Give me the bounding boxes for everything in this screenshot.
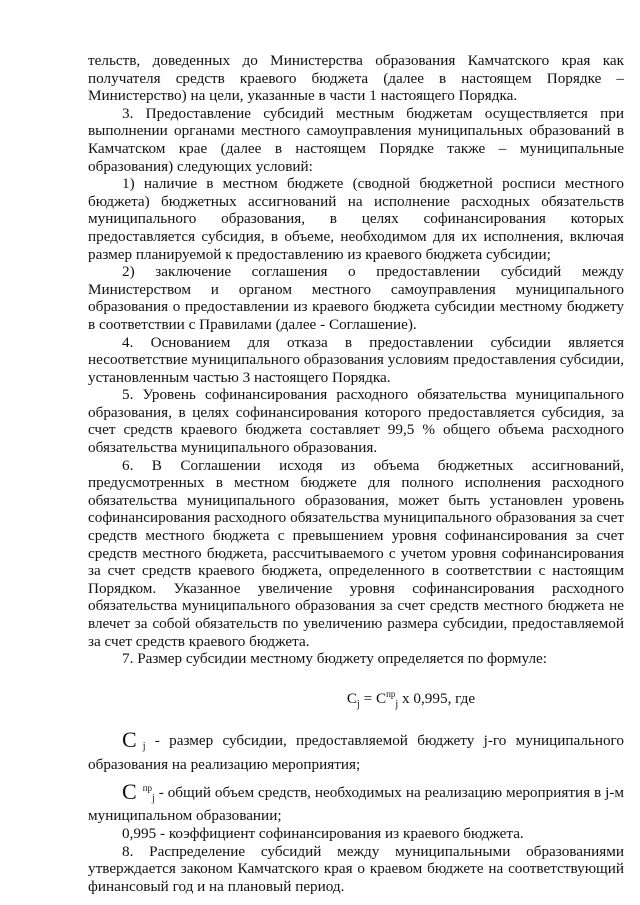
paragraph-3: 3. Предоставление субсидий местным бюджетам осуществляется при выполнении органами местного самоуправления муниципальных образований в Камчатском крае (далее в настоящем Порядке также – муниципальные образования) следующих условий: [88, 104, 624, 175]
definition-cj-text: - размер субсидии, предоставляемой бюджету j-го муниципального образования на реализацию мероприятия; [88, 732, 625, 774]
paragraph-3-item-1: 1) наличие в местном бюджете (сводной бюджетной росписи местного бюджета) бюджетных ассигнований на исполнение расходных обязательств муниципального образования, в целях софинансирования которых предоставляется субсидия, в объеме, необходимом для их исполнения, включая размер планируемой к предоставлению из краевого бюджета субсидии; [88, 175, 624, 263]
paragraph-6: 6. В Соглашении исходя из объема бюджетных ассигнований, предусмотренных в местном бюджете для полного исполнения расходного обязательства муниципального образования, может быть установлен уровень софинансирования расходного обязательства муниципального образования за счет средств местного бюджета с превышением уровня софинансирования за счет средств местного бюджета, рассчитываемого с учетом уровня софинансирования за счет средств краевого бюджета, определенного в соответствии с настоящим Порядком. Указанное увеличение уровня софинансирования расходного обязательства муниципального образования за счет средств местного бюджета не влечет за собой обязательств по увеличению размера субсидии, предоставляемой за счет средств краевого бюджета. [88, 456, 624, 650]
definition-cpr [88, 780, 624, 825]
formula-rhs-sup: пр [386, 688, 396, 699]
document-page [88, 52, 624, 895]
formula-eq: = C [359, 689, 387, 707]
formula-tail: x 0,995, где [398, 689, 476, 707]
paragraph-8: 8. Распределение субсидий между муниципальными образованиями утверждается законом Камчатского края о краевом бюджете на соответствующий финансовый год и на плановый период. [88, 842, 624, 895]
definition-cpr-sup: пр [142, 782, 153, 793]
formula-lhs-sub: j [357, 698, 360, 710]
definition-cj [88, 729, 624, 773]
definition-coefficient: 0,995 - коэффициент софинансирования из краевого бюджета. [122, 824, 524, 842]
formula-rhs-sub: j [395, 698, 399, 710]
paragraph-5: 5. Уровень софинансирования расходного обязательства муниципального образования, в целях софинансирования которого предоставляется субсидия, за счет средств краевого бюджета составляет 99,5 % общего объема расходного обязательства муниципального образования. [88, 386, 624, 457]
formula-lhs: C [346, 689, 358, 707]
paragraph-3-item-2: 2) заключение соглашения о предоставлении субсидий между Министерством и органом местного самоуправления муниципального образования о предоставлении из краевого бюджета субсидии местному бюджету в соответствии с Правилами (далее - Соглашение). [88, 263, 624, 333]
definition-cj-sub: j [142, 741, 146, 753]
paragraph-7: 7. Размер субсидии местному бюджету определяется по формуле: [122, 650, 548, 668]
paragraph-continuation: тельств, доведенных до Министерства образования Камчатского края как получателя средств краевого бюджета (далее в настоящем Порядке – Министерство) на цели, указанные в части 1 настоящего Порядка. [88, 52, 624, 105]
definition-cpr-text: - общий объем средств, необходимых на реализацию мероприятия в j-м муниципальном образовании; [88, 783, 625, 825]
definition-cpr-symbol: C [122, 778, 137, 804]
definition-cpr-sub: j [152, 792, 155, 804]
formula [88, 686, 624, 714]
definition-cj-symbol: C [122, 727, 137, 753]
paragraph-4: 4. Основанием для отказа в предоставлении субсидии является несоответствие муниципального образования условиям предоставления субсидии, установленным частью 3 настоящего Порядка. [88, 333, 624, 386]
